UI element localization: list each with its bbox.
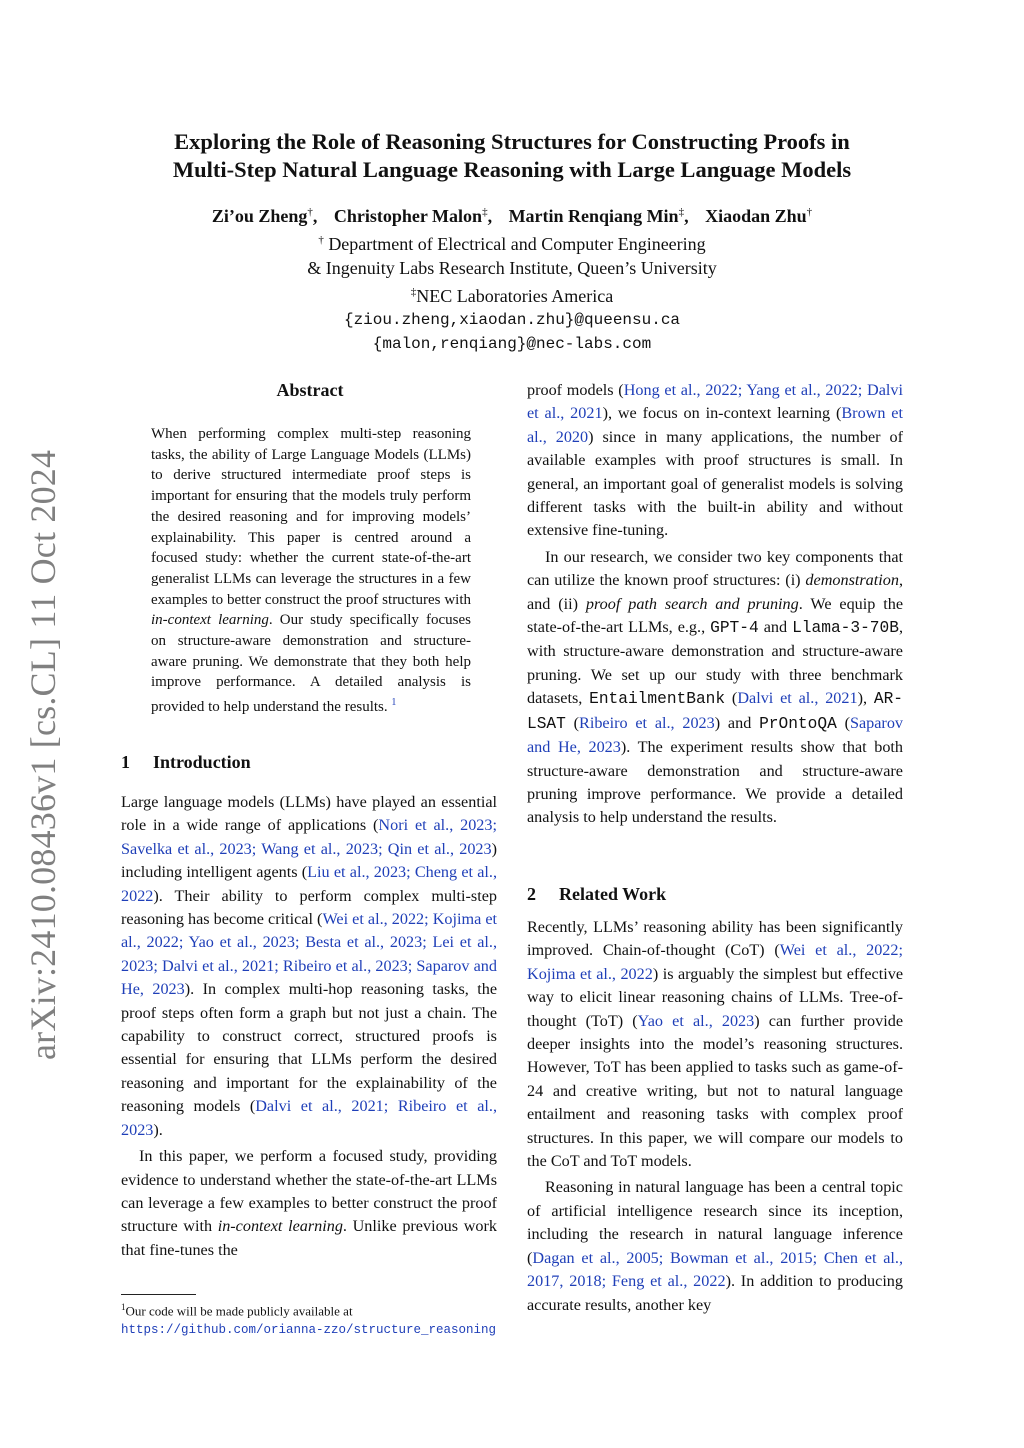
author: Zi’ou Zheng†, (211, 206, 318, 226)
paragraph: Large language models (LLMs) have played an essential role in a wide range of applications (Nori et al., 2023; Savelka et al., 2023; Wang et al., 2023; Qin et al., 2023) including intelligent agents (Liu et al., 2023; Cheng et al., 2022). Their ability to perform complex multi-step reasoning has become critical (Wei et al., 2022; Kojima et al., 2022; Yao et al., 2023; Besta et al., 2023; Lei et al., 2023; Dalvi et al., 2021; Ribeiro et al., 2023; Saparov and He, 2023). In complex multi-hop reasoning tasks, the proof steps often form a graph but not just a chain. The capability to construct correct, structured proofs is essential for ensuring that LLMs perform the desired reasoning and important for the explainability of the reasoning models (Dalvi et al., 2021; Ribeiro et al., 2023). (121, 793, 497, 1139)
section-heading-related: 2 Related Work (527, 884, 667, 904)
intro-body (121, 791, 497, 1262)
related-work-body (527, 916, 903, 1317)
paragraph: In this paper, we perform a focused study, providing evidence to understand whether the state-of-the-art LLMs can leverage a few examples to better construct the proof structure with in-context learning. Unlike previous work that fine-tunes the (121, 1147, 497, 1259)
author: Martin Renqiang Min‡, (508, 206, 689, 226)
author: Xiaodan Zhu† (705, 206, 813, 226)
citation-link[interactable]: Nori et al., 2023; Savelka et al., 2023; Wang et al., 2023; Qin et al., 2023 (121, 816, 497, 858)
paragraph: Reasoning in natural language has been a central topic of artificial intelligence research since its inception, including the research in natural language inference (Dagan et al., 2005; Bowman et al., 2015; Chen et al., 2017, 2018; Feng et al., 2022). In addition to producing accurate results, another key (527, 1178, 903, 1314)
citation-link[interactable]: Hong et al., 2022; Yang et al., 2022; Dalvi et al., 2021 (527, 381, 903, 423)
paragraph: In our research, we consider two key components that can utilize the known proof structures: (i) demonstration, and (ii) proof path search and pruning. We equip the state-of-the-art LLMs, e.g., GPT-4 and Llama-3-70B, with structure-aware demonstration and structure-aware pruning. We set up our study with three benchmark datasets, EntailmentBank (Dalvi et al., 2021), AR-LSAT (Ribeiro et al., 2023) and PrOntoQA (Saparov and He, 2023). The experiment results show that both structure-aware demonstration and structure-aware pruning improve performance. We provide a detailed analysis to help understand the results. (527, 547, 904, 827)
footnote-ref[interactable]: 1 (391, 697, 397, 709)
email-1: {ziou.zheng,xiaodan.zhu}@queensu.ca (343, 311, 681, 329)
code-url-link[interactable]: https://github.com/orianna-zzo/structure_reasoning (121, 1323, 497, 1338)
right-intro-body (527, 379, 903, 830)
author-block (100, 200, 924, 356)
citation-link[interactable]: Wei et al., 2022; Kojima et al., 2022; Yao et al., 2023; Besta et al., 2023; Lei et al., 2023; Dalvi et al., 2021; Ribeiro et al., 2023; Saparov and He, 2023 (121, 910, 497, 999)
citation-link[interactable]: Dagan et al., 2005; Bowman et al., 2015; Chen et al., 2017, 2018; Feng et al., 2022 (527, 1248, 903, 1291)
citation-link[interactable]: Wei et al., 2022; Kojima et al., 2022 (527, 941, 903, 983)
affiliation-1: † Department of Electrical and Computer Engineering (318, 234, 706, 254)
email-2: {malon,renqiang}@nec-labs.com (372, 335, 652, 353)
title-line-1: Exploring the Role of Reasoning Structures for Constructing Proofs in (174, 129, 850, 154)
citation-link[interactable]: Dalvi et al., 2021; Ribeiro et al., 2023 (121, 1097, 497, 1139)
affiliation-2: ‡NEC Laboratories America (410, 286, 614, 306)
title-line-2: Multi-Step Natural Language Reasoning with Large Language Models (172, 157, 852, 182)
abstract-body: When performing complex multi-step reasoning tasks, the ability of Large Language Models (LLMs) to derive structured intermediate proof steps is important for ensuring that the models truly perform the desired reasoning and for improving models’ explainability. This paper is centred around a focused study: whether the current state-of-the-art generalist LLMs can leverage the structures in a few examples to better construct the proof structures with in-context learning. Our study specifically focuses on structure-aware demonstration and structure-aware pruning. We demonstrate that they both help improve performance. A detailed analysis is provided to help understand the results. $^1$ (151, 426, 471, 716)
citation-link[interactable]: Liu et al., 2023; Cheng et al., 2022 (121, 863, 497, 905)
arxiv-stamp: arXiv:2410.08436v1 [cs.CL] 11 Oct 2024 (23, 449, 63, 1060)
author: Christopher Malon‡, (333, 206, 493, 226)
footnote: $^1$Our code will be made publicly available at https://github.com/orianna-zzo/structure_reasoning (121, 1302, 497, 1338)
author-names (100, 200, 924, 228)
paragraph: Recently, LLMs’ reasoning ability has been significantly improved. Chain-of-thought (CoT) (Wei et al., 2022; Kojima et al., 2022) is arguably the simplest but effective way to elicit linear reasoning chains of LLMs. Tree-of-thought (ToT) (Yao et al., 2023) can further provide deeper insights into the model’s reasoning structures. However, ToT has been applied to tasks such as game-of-24 and creative writing, but not to natural language entailment and reasoning tasks with complex proof structures. In this paper, we will compare our models to the CoT and ToT models. (527, 918, 904, 1171)
citation-link[interactable]: Brown et al., 2020 (527, 404, 903, 446)
affiliation-1-cont: & Ingenuity Labs Research Institute, Queen’s University (307, 258, 717, 278)
paper-title (100, 128, 924, 184)
citation-link[interactable]: Ribeiro et al., 2023 (579, 713, 715, 732)
paragraph: proof models (Hong et al., 2022; Yang et al., 2022; Dalvi et al., 2021), we focus on in-context learning (Brown et al., 2020) since in many applications, the number of available examples with proof structures is small. In general, an important goal of generalist models is solving different tasks with the built-in ability and without extensive fine-tuning. (527, 381, 903, 540)
citation-link[interactable]: Dalvi et al., 2021 (737, 689, 858, 708)
footnote-divider (121, 1294, 196, 1295)
citation-link[interactable]: Saparov and He, 2023 (527, 713, 904, 757)
abstract-heading: Abstract (276, 380, 344, 400)
citation-link[interactable]: Yao et al., 2023 (637, 1011, 755, 1030)
section-heading-intro: 1 Introduction (121, 752, 251, 772)
